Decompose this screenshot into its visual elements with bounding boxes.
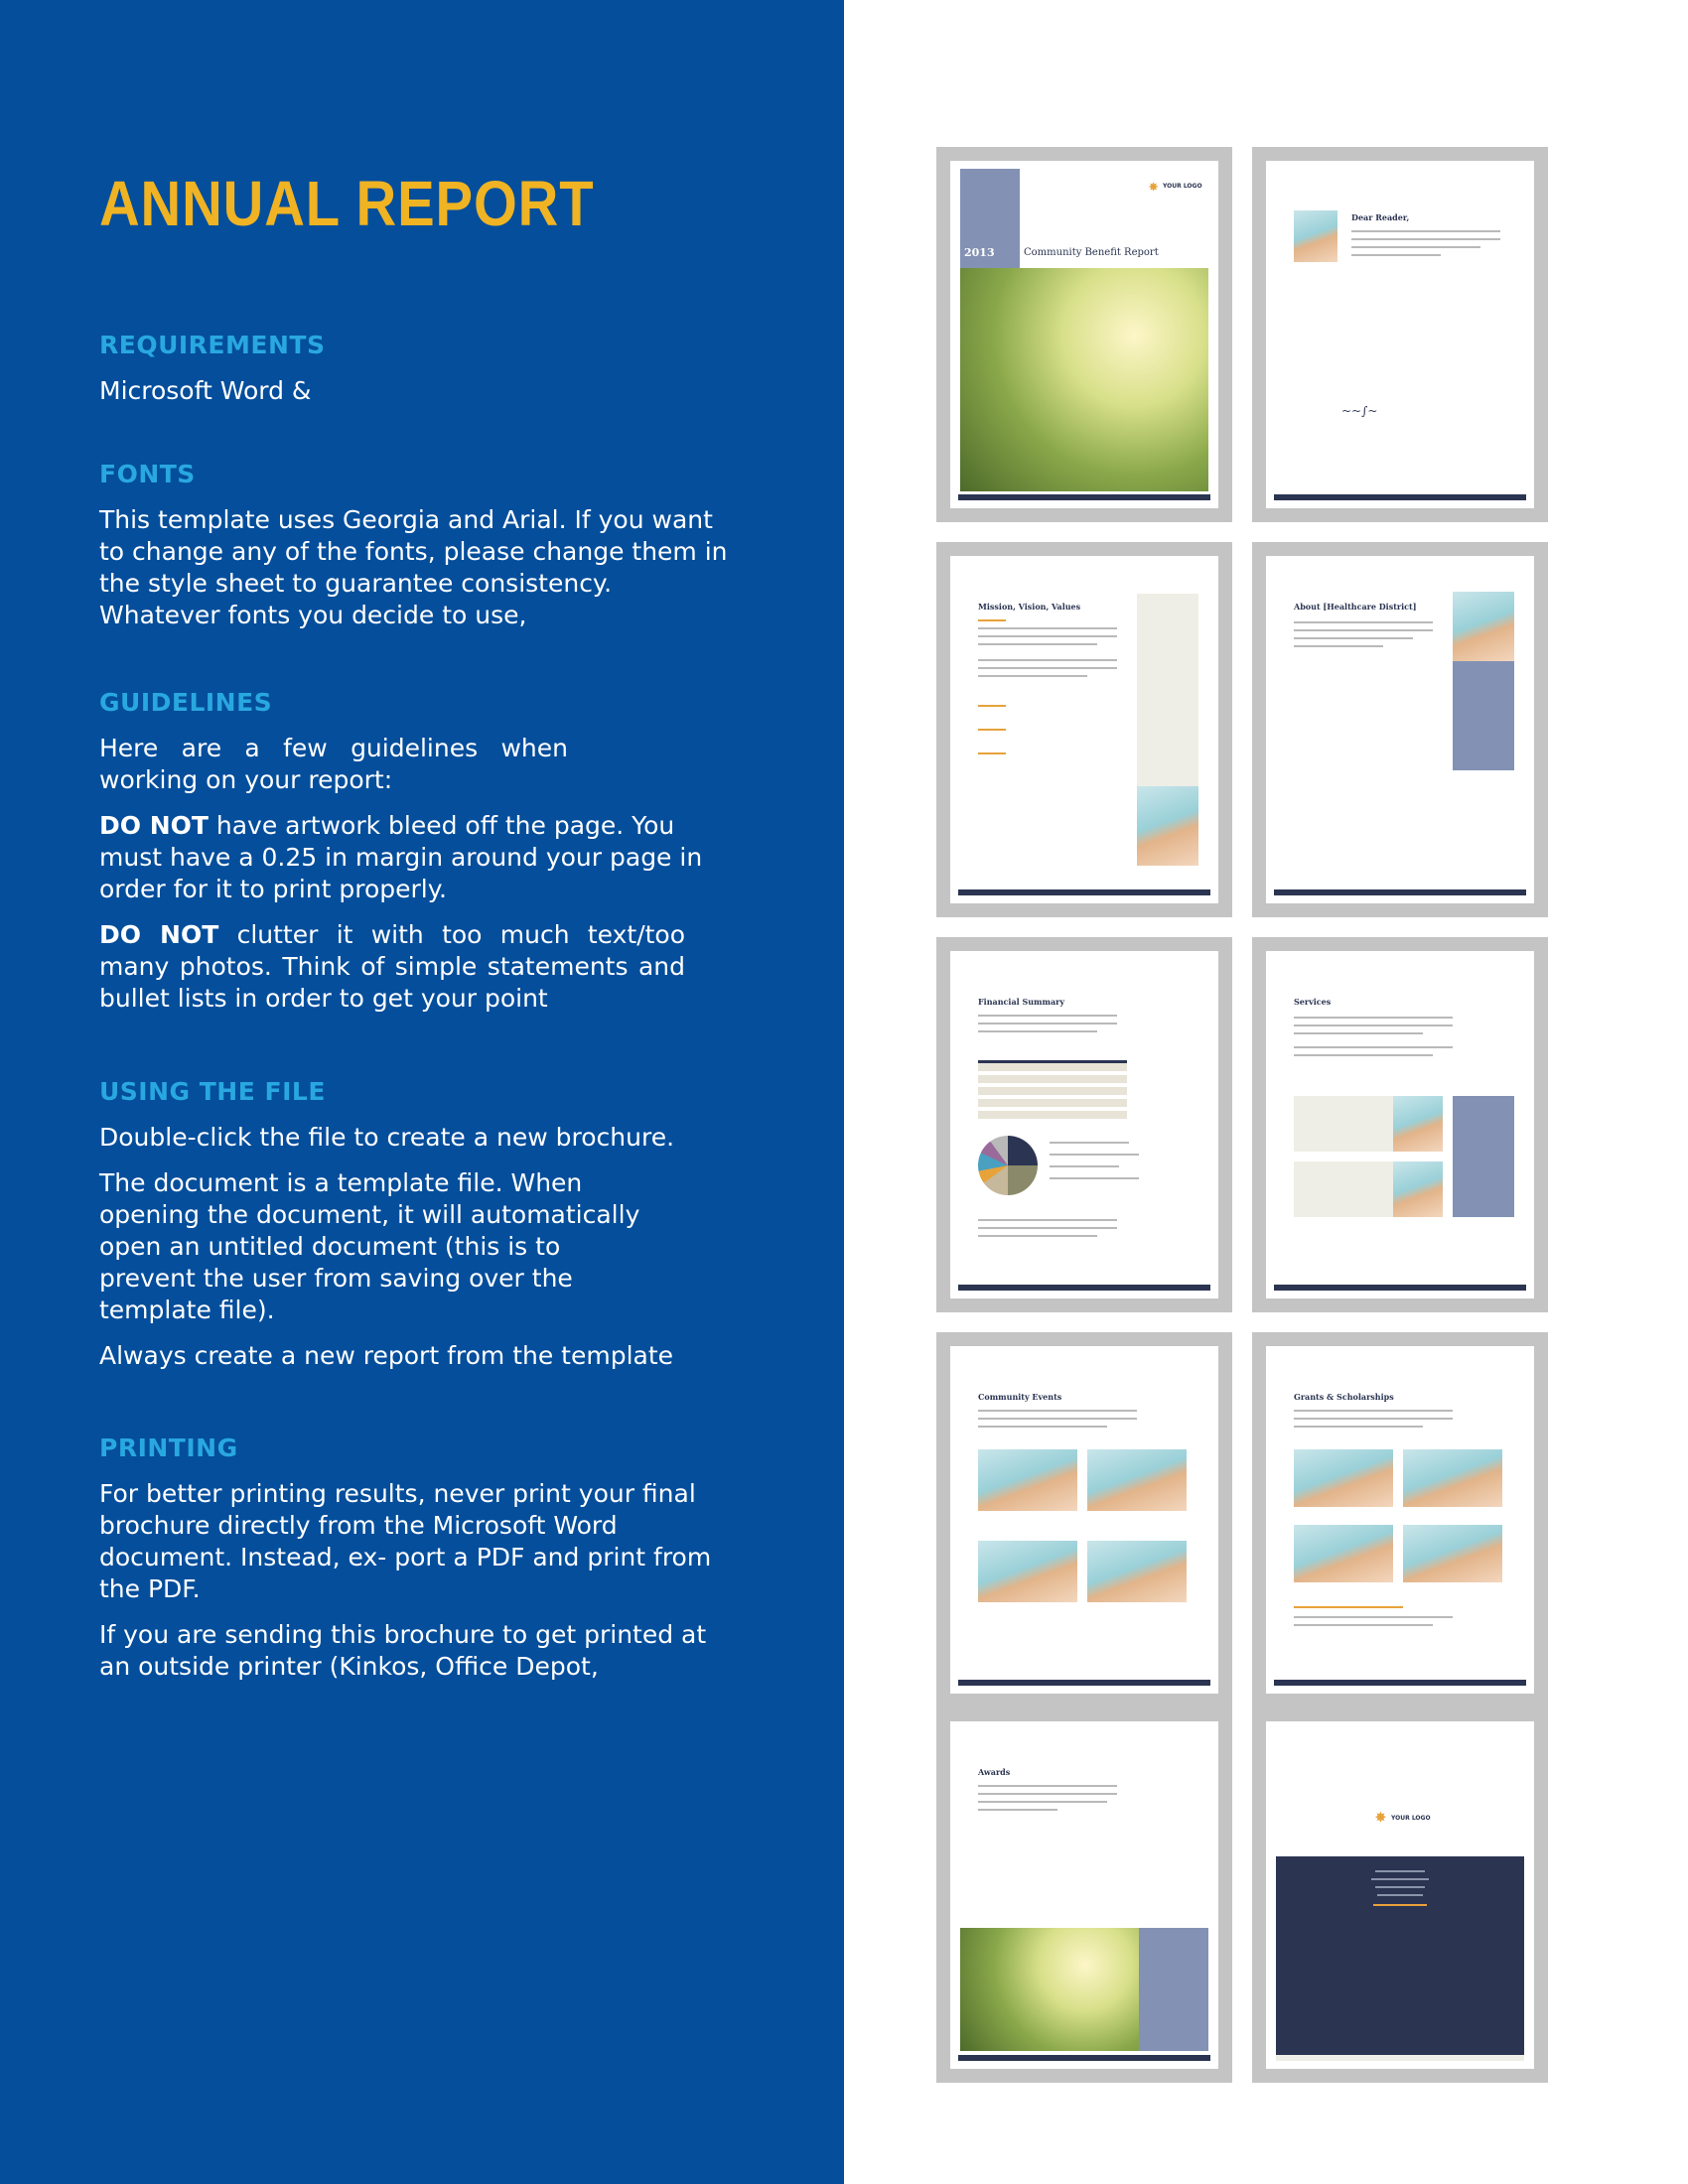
cover-page bbox=[950, 161, 1218, 508]
about-heading: About [Healthcare District] bbox=[1294, 602, 1417, 612]
cover-year: 2013 bbox=[964, 246, 995, 259]
financial-heading: Financial Summary bbox=[978, 997, 1065, 1007]
guideline-item-artwork bbox=[99, 810, 735, 905]
using-file-heading: USING THE FILE bbox=[99, 1077, 326, 1106]
thumbnail-about[interactable] bbox=[1252, 542, 1548, 917]
guidelines-section bbox=[99, 688, 735, 1023]
fonts-section bbox=[99, 460, 735, 635]
page-title: ANNUAL REPORT bbox=[99, 168, 595, 239]
child-photo bbox=[1294, 1449, 1393, 1507]
family-photo bbox=[960, 1928, 1139, 2051]
page-footer bbox=[958, 1680, 1210, 1686]
thumbnail-services[interactable] bbox=[1252, 937, 1548, 1312]
sidebar-box bbox=[1137, 594, 1198, 812]
thumbnail-awards[interactable] bbox=[936, 1707, 1232, 2083]
child-photo bbox=[1137, 786, 1198, 866]
requirements-heading: REQUIREMENTS bbox=[99, 331, 326, 359]
mission-heading: Mission, Vision, Values bbox=[978, 602, 1081, 612]
child-photo bbox=[1403, 1449, 1502, 1507]
child-photo bbox=[978, 1449, 1077, 1511]
mission-page bbox=[950, 556, 1218, 903]
events-page bbox=[950, 1346, 1218, 1694]
page-footer bbox=[1274, 494, 1526, 500]
cover-title: Community Benefit Report bbox=[1024, 247, 1159, 258]
guideline-do-not-label: DO NOT bbox=[99, 920, 219, 949]
thumbnail-financial[interactable] bbox=[936, 937, 1232, 1312]
child-photo bbox=[1087, 1541, 1187, 1602]
child-photo bbox=[1393, 1096, 1443, 1152]
financial-table bbox=[978, 1060, 1127, 1119]
guideline-clutter-text: clutter it with too much text/too many photos. Think of simple statements and bullet lists in order to get your point bbox=[99, 920, 686, 1013]
guideline-do-not-label: DO NOT bbox=[99, 811, 209, 840]
child-photo bbox=[978, 1541, 1077, 1602]
placeholder-box bbox=[1453, 1096, 1514, 1217]
letter-page bbox=[1266, 161, 1534, 508]
thumbnail-letter[interactable] bbox=[1252, 147, 1548, 522]
author-portrait bbox=[1294, 210, 1337, 262]
page-footer bbox=[958, 1285, 1210, 1291]
star-logo-icon: ✸ bbox=[1149, 181, 1159, 194]
grants-page bbox=[1266, 1346, 1534, 1694]
family-photo bbox=[960, 268, 1208, 491]
thumbnail-mission[interactable] bbox=[936, 542, 1232, 917]
thumbnail-events[interactable] bbox=[936, 1332, 1232, 1707]
page-footer bbox=[958, 494, 1210, 500]
page-footer bbox=[1274, 1680, 1526, 1686]
pie-chart-icon bbox=[978, 1136, 1038, 1195]
page-footer bbox=[958, 2055, 1210, 2061]
thumbnail-back-cover[interactable] bbox=[1252, 1707, 1548, 2083]
printing-p1: For better printing results, never print your final brochure directly from the Microsoft Word document. Instead, ex- port a PDF and print from the PDF. bbox=[99, 1479, 712, 1603]
page-footer bbox=[1274, 889, 1526, 895]
page-footer bbox=[958, 889, 1210, 895]
about-page bbox=[1266, 556, 1534, 903]
star-logo-icon: ✸ bbox=[1375, 1811, 1386, 1826]
using-file-p3: Always create a new report from the template bbox=[99, 1341, 674, 1370]
using-file-section bbox=[99, 1077, 735, 1370]
grants-heading: Grants & Scholarships bbox=[1294, 1392, 1394, 1402]
logo-text: YOUR LOGO bbox=[1163, 183, 1202, 190]
printing-section bbox=[99, 1433, 735, 1695]
awards-page bbox=[950, 1721, 1218, 2069]
thumbnail-cover[interactable] bbox=[936, 147, 1232, 522]
page-footer bbox=[1274, 1285, 1526, 1291]
requirements-text: Microsoft Word & bbox=[99, 376, 312, 405]
placeholder-box bbox=[1453, 661, 1514, 770]
guidelines-heading: GUIDELINES bbox=[99, 688, 273, 717]
guideline-item-clutter bbox=[99, 919, 685, 1015]
child-photo bbox=[1403, 1525, 1502, 1582]
financial-page bbox=[950, 951, 1218, 1298]
child-photo bbox=[1453, 592, 1514, 661]
child-photo bbox=[1087, 1449, 1187, 1511]
guideline-artwork-text: have artwork bleed off the page. You must have a 0.25 in margin around your page in order for it to print properly. bbox=[99, 811, 703, 903]
child-photo bbox=[1294, 1525, 1393, 1582]
requirements-section bbox=[99, 331, 735, 407]
services-page bbox=[1266, 951, 1534, 1298]
thumbnail-grants[interactable] bbox=[1252, 1332, 1548, 1707]
letter-heading: Dear Reader, bbox=[1351, 212, 1410, 222]
awards-heading: Awards bbox=[978, 1767, 1011, 1777]
using-file-p1: Double-click the file to create a new brochure. bbox=[99, 1123, 675, 1152]
guidelines-intro: Here are a few guidelines when working on your report: bbox=[99, 734, 568, 794]
printing-p2: If you are sending this brochure to get printed at an outside printer (Kinkos, Office Depot, bbox=[99, 1620, 707, 1681]
fonts-text: This template uses Georgia and Arial. If you want to change any of the fonts, please change them in the style sheet to guarantee consistency. Whatever fonts you decide to use, bbox=[99, 505, 728, 629]
fonts-heading: FONTS bbox=[99, 460, 196, 488]
services-heading: Services bbox=[1294, 997, 1332, 1007]
using-file-p2: The document is a template file. When opening the document, it will automatically open an untitled document (this is to prevent the user from saving over the template file). bbox=[99, 1168, 640, 1324]
back-cover-page bbox=[1266, 1721, 1534, 2069]
logo-text: YOUR LOGO bbox=[1391, 1815, 1431, 1822]
signature-icon: ~~∫~ bbox=[1341, 404, 1378, 418]
child-photo bbox=[1393, 1161, 1443, 1217]
events-heading: Community Events bbox=[978, 1392, 1062, 1402]
printing-heading: PRINTING bbox=[99, 1433, 238, 1462]
placeholder-box bbox=[1139, 1928, 1208, 2051]
